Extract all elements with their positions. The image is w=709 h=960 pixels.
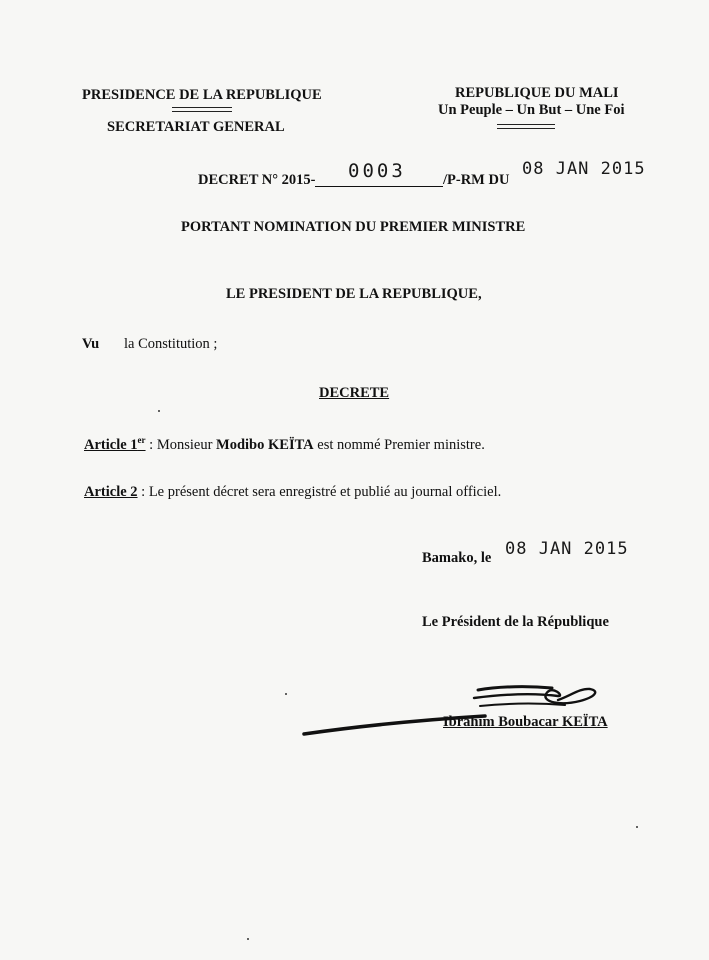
article-2-text: : Le présent décret sera enregistré et publié au journal officiel. (137, 484, 502, 500)
signatory-title: Le Président de la République (422, 614, 609, 630)
signatory-name: Ibrahim Boubacar KEÏTA (443, 714, 608, 730)
article-1-name: Modibo KEÏTA (216, 436, 314, 453)
scan-speck (285, 693, 287, 695)
article-1-text-after: est nommé Premier ministre. (313, 436, 485, 453)
handwritten-signature (290, 676, 620, 746)
vu-label: Vu (82, 336, 100, 352)
scan-speck (636, 826, 638, 828)
header-motto: Un Peuple – Un But – Une Foi (438, 102, 625, 118)
authority-line: LE PRESIDENT DE LA REPUBLIQUE, (226, 286, 482, 302)
decree-subject: PORTANT NOMINATION DU PREMIER MINISTRE (181, 219, 526, 235)
header-left-divider (172, 107, 232, 112)
decree-suffix: /P-RM DU (443, 172, 510, 188)
article-1 (84, 435, 485, 454)
article-1-text-before: : Monsieur (145, 436, 217, 453)
article-1-label: Article 1er (84, 435, 146, 453)
scan-speck (247, 938, 249, 940)
header-republique: REPUBLIQUE DU MALI (455, 85, 619, 101)
header-right-divider (497, 124, 555, 129)
header-secretariat: SECRETARIAT GENERAL (107, 119, 285, 135)
place-date-stamp: 08 JAN 2015 (505, 539, 629, 559)
header-presidence: PRESIDENCE DE LA REPUBLIQUE (82, 87, 322, 103)
scan-speck (158, 410, 160, 412)
decrete-heading: DECRETE (319, 385, 390, 401)
article-2-label: Article 2 (84, 484, 138, 500)
decree-number-stamp: 0003 (348, 160, 406, 182)
article-2 (84, 484, 501, 501)
vu-text: la Constitution ; (124, 336, 218, 352)
decree-prefix: DECRET N° 2015- (198, 172, 316, 188)
decree-date-stamp: 08 JAN 2015 (522, 159, 646, 179)
decree-number-line (315, 186, 443, 187)
place-label: Bamako, le (422, 550, 492, 566)
